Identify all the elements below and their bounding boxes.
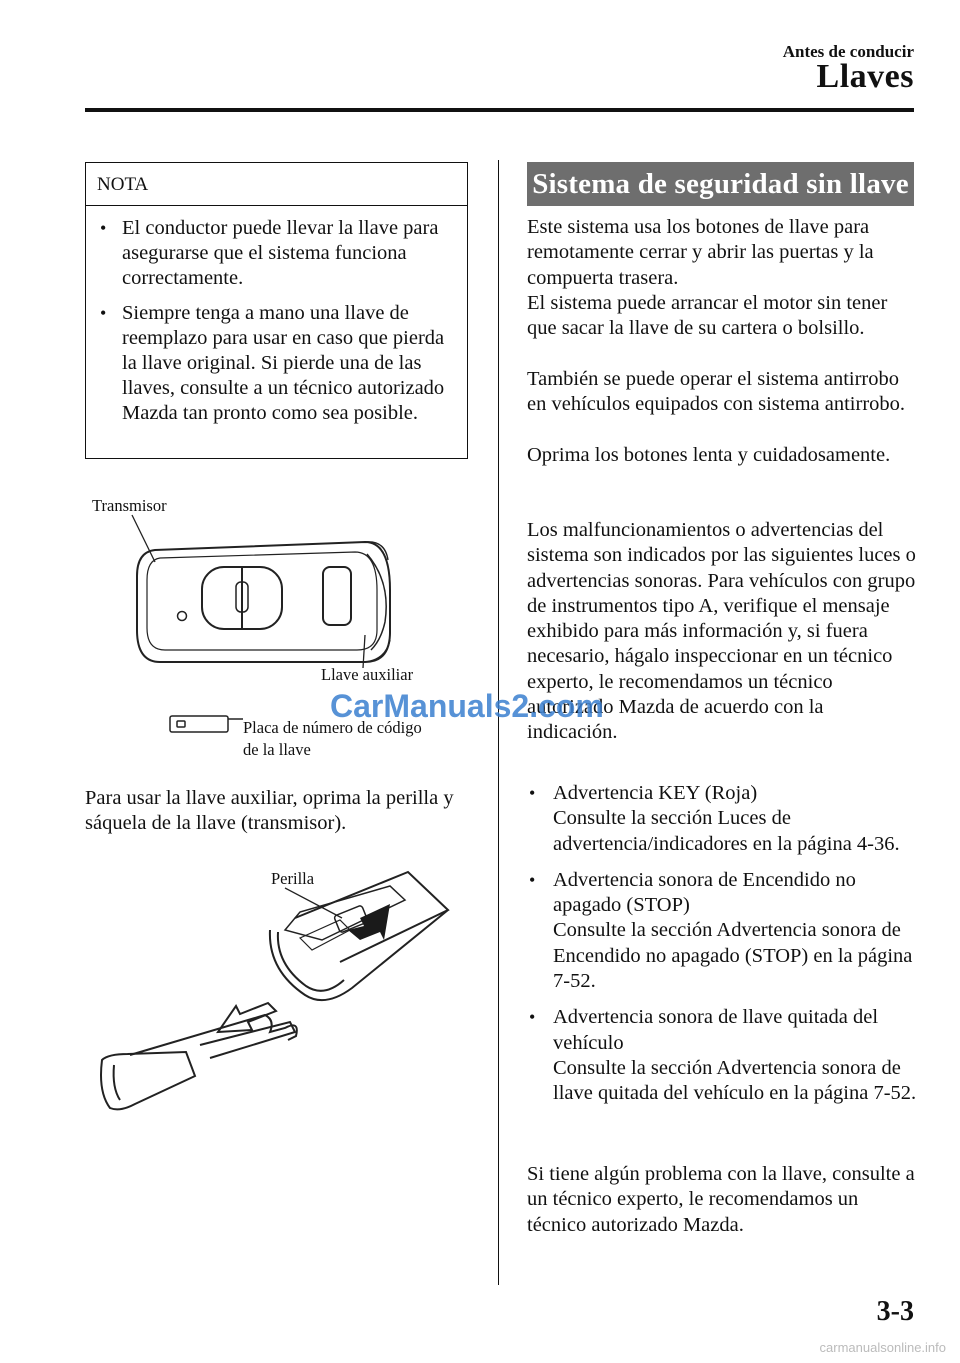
note-item: • El conductor puede llevar la llave para asegurarse que el sistema funciona correctamente. xyxy=(98,216,459,291)
page-number: 3-3 xyxy=(876,1296,914,1327)
intro-paragraph-1: Este sistema usa los botones de llave para remotamente cerrar y abrir las puertas y la compuerta trasera. xyxy=(527,216,874,289)
note-item: • Siempre tenga a mano una llave de reemplazo para usar en caso que pierda la llave original. Si pierde una de las llaves, consulte a un técnico autorizado Mazda tan pronto como sea posible. xyxy=(98,301,459,426)
list-item-title: • Advertencia sonora de Encendido no apagado (STOP) xyxy=(553,868,856,917)
list-item xyxy=(527,781,919,857)
key-code-plate-label: Placa de número de código xyxy=(243,718,422,737)
intro-paragraph-2: El sistema puede arrancar el motor sin tener que sacar la llave de su cartera o bolsillo. xyxy=(527,292,888,340)
list-item-detail: Consulte la sección Advertencia sonora de llave quitada del vehículo en la página 7-52. xyxy=(553,1056,917,1105)
list-item-detail: Consulte la sección Advertencia sonora de Encendido no apagado (STOP) en la página 7-52. xyxy=(553,919,913,993)
intro-paragraph-4: Oprima los botones lenta y cuidadosamente. xyxy=(527,444,891,466)
transmitter-label: Transmisor xyxy=(92,496,167,515)
header-chapter-title: Llaves xyxy=(816,58,914,95)
note-body xyxy=(86,206,467,426)
header-section: Antes de conducir xyxy=(782,42,914,61)
list-item-detail: Consulte la sección Luces de advertencia/indicadores en la página 4-36. xyxy=(553,807,900,855)
closing-paragraph: Si tiene algún problema con la llave, consulte a un técnico experto, le recomendamos un técnico autorizado Mazda. xyxy=(527,1163,915,1236)
note-box xyxy=(85,162,468,459)
warning-list xyxy=(527,781,919,1118)
note-heading: NOTA xyxy=(86,163,467,206)
footer-watermark: carmanualsonline.info xyxy=(819,1340,946,1355)
aux-key-instructions: Para usar la llave auxiliar, oprima la perilla y sáquela de la llave (transmisor). xyxy=(85,787,454,835)
malfunction-paragraph: Los malfuncionamientos o advertencias del sistema son indicados por las siguientes luces o advertencias sonoras. Para vehículos con grupo de instrumentos tipo A, verifique el mensaje exhibido para más información y, si fuera necesario, hágalo inspeccionar en un técnico experto, le recomendamos un técnico autorizado Mazda de acuerdo con la indicación. xyxy=(527,519,916,744)
header-rule xyxy=(85,108,914,112)
watermark: CarManuals2.com xyxy=(330,688,604,724)
aux-key-label: Llave auxiliar xyxy=(321,665,414,684)
aux-key-removal-illustration xyxy=(90,860,470,1150)
list-item-title: • Advertencia KEY (Roja) xyxy=(553,782,758,804)
key-code-plate-label-line2: de la llave xyxy=(243,740,311,759)
list-item xyxy=(527,1005,919,1106)
list-item xyxy=(527,868,919,994)
list-item-title: • Advertencia sonora de llave quitada del vehículo xyxy=(553,1006,879,1054)
knob-label: Perilla xyxy=(271,869,315,888)
section-title: Sistema de seguridad sin llave xyxy=(527,162,914,206)
intro-paragraph-3: También se puede operar el sistema antirrobo en vehículos equipados con sistema antirrobo. xyxy=(527,368,906,416)
